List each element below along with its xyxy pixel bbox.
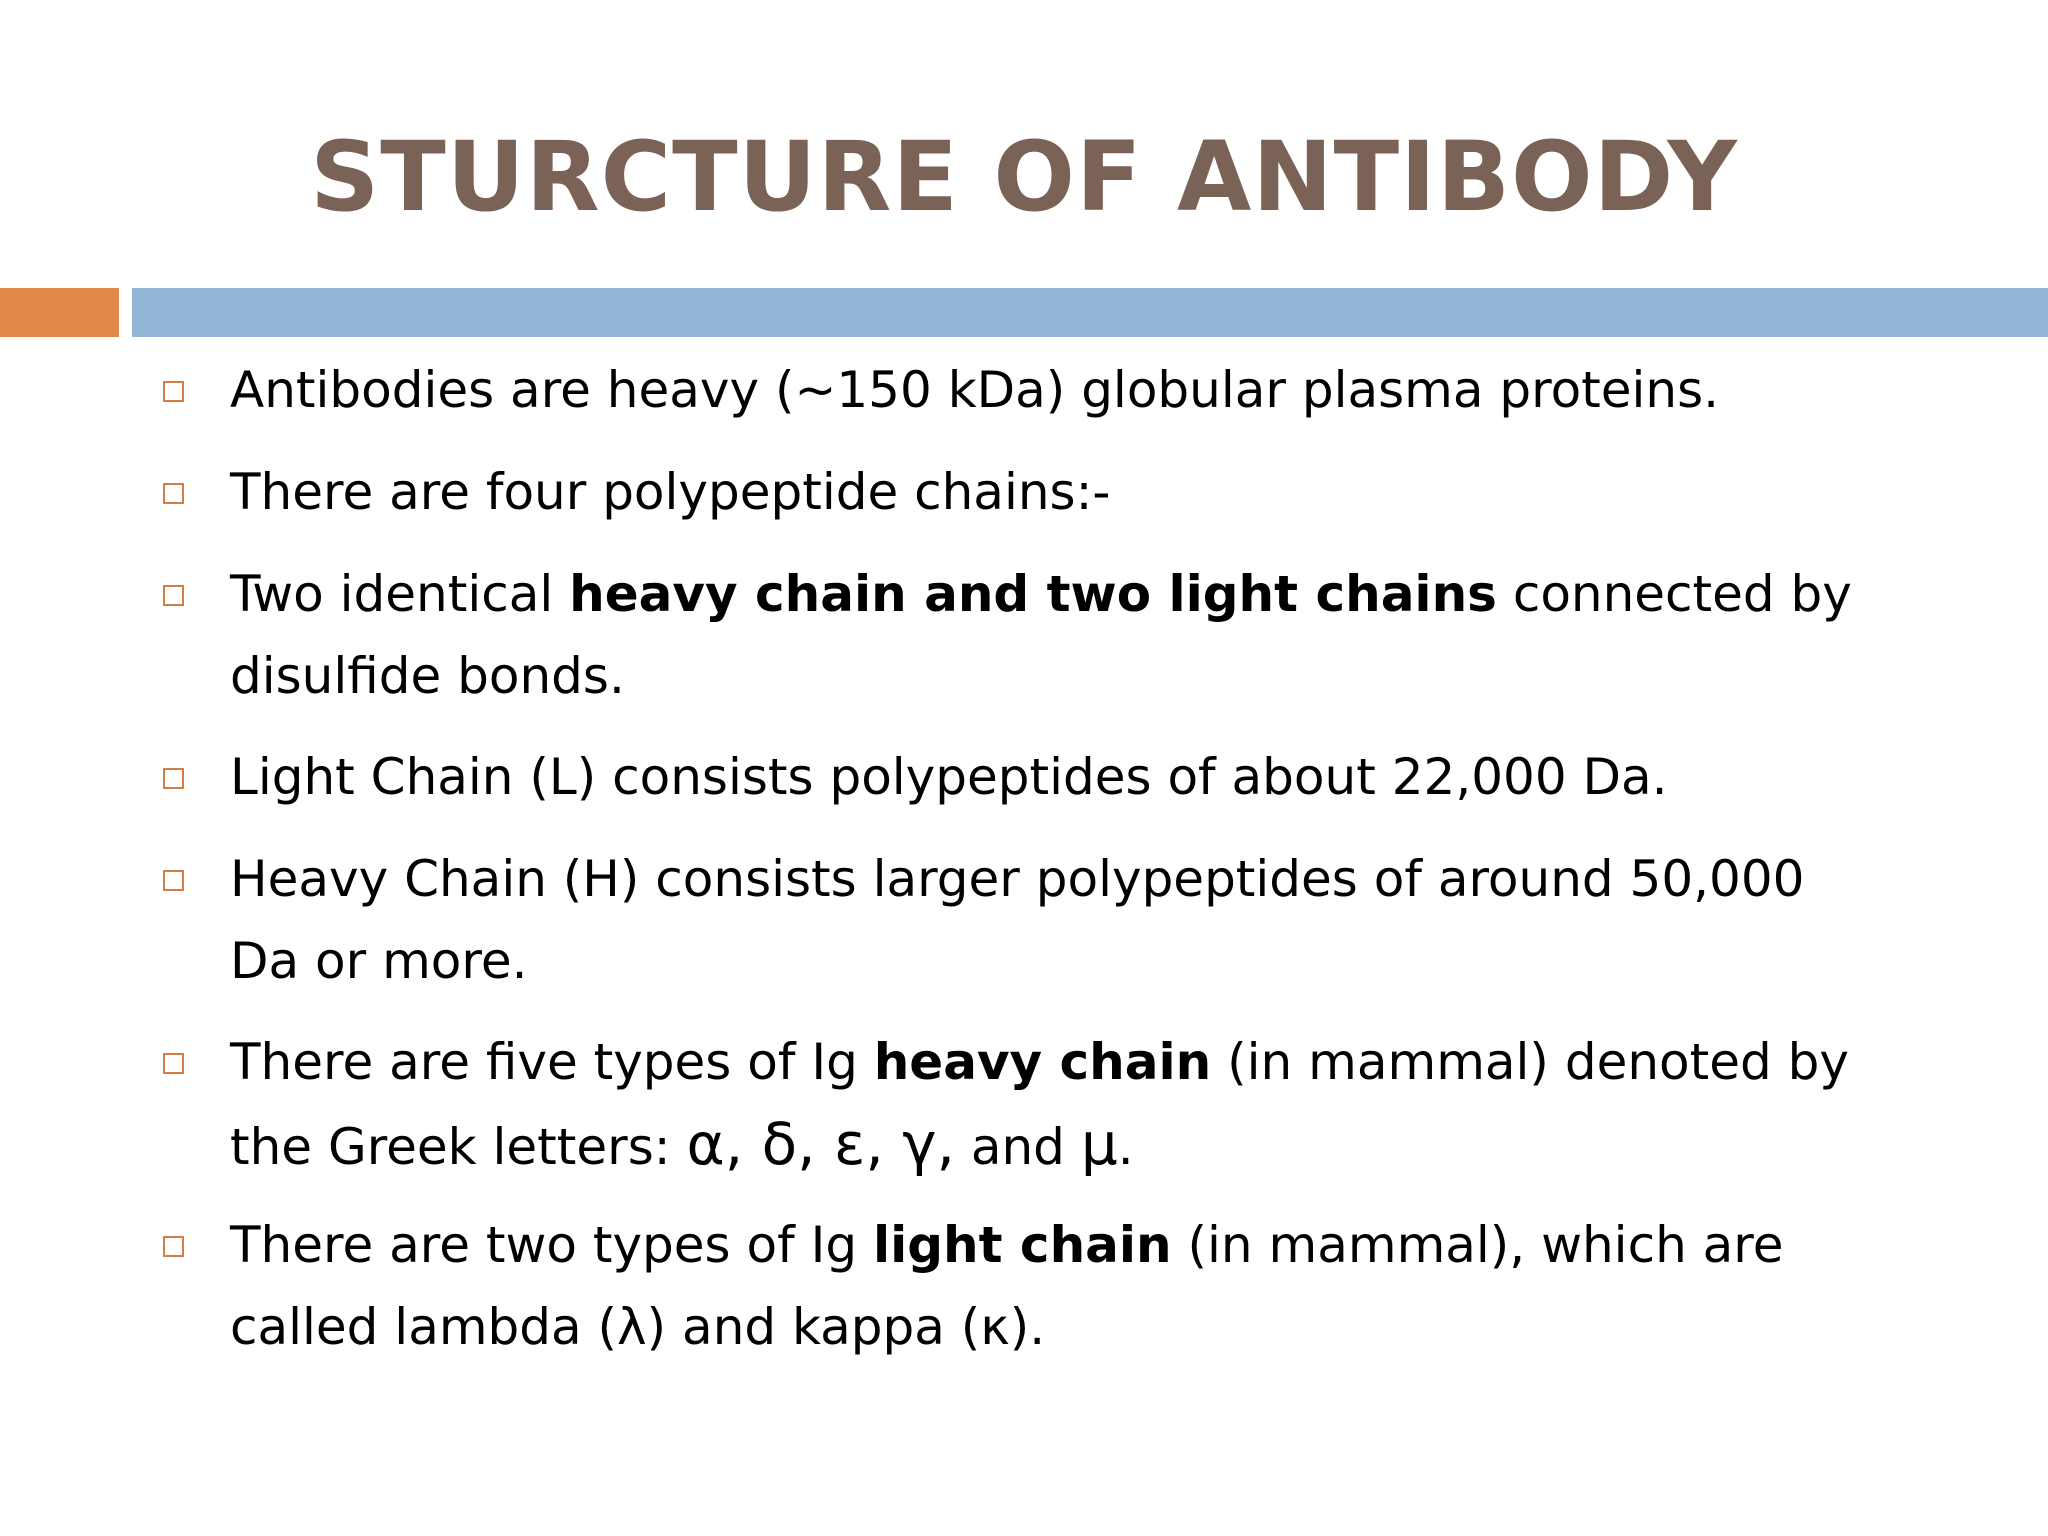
bullet-text-segment: Two identical: [230, 565, 570, 623]
bullet-text-segment: the Greek letters:: [230, 1118, 687, 1176]
square-bullet-icon: [163, 585, 184, 606]
square-bullet-icon: [163, 381, 184, 402]
bullet-text-line-1: Heavy Chain (H) consists larger polypeptides of around 50,000: [230, 850, 1805, 908]
square-bullet-icon: [163, 483, 184, 504]
greek-letter-mu: μ: [1080, 1110, 1118, 1178]
bullet-text-segment: (in mammal), which are: [1171, 1216, 1784, 1274]
square-bullet-icon: [163, 870, 184, 891]
bullet-text-segment: There are two types of Ig: [230, 1216, 873, 1274]
bullet-text-line-2: [230, 1103, 2000, 1188]
bullet-text-line-2: Da or more.: [230, 932, 528, 990]
bullet-text-segment: There are five types of Ig: [230, 1033, 874, 1091]
square-bullet-icon: [163, 1053, 184, 1074]
bullet-item-7: [230, 1204, 2000, 1368]
bullet-item-4: [230, 736, 2000, 818]
bullet-item-3: [230, 553, 2000, 717]
square-bullet-icon: [163, 768, 184, 789]
bullet-text-emphasis: light chain: [872, 1216, 1172, 1274]
greek-letters: α, δ, ε, γ,: [686, 1110, 955, 1178]
bullet-text-line-1: [230, 1204, 2000, 1286]
bullet-text: There are four polypeptide chains:-: [230, 463, 1111, 521]
bullet-text-line-1: [230, 553, 2000, 635]
bullet-item-5: [230, 838, 2000, 1002]
bullet-text-line-1: [230, 1021, 2000, 1103]
bullet-item-6: [230, 1021, 2000, 1188]
bullet-text-segment: connected by: [1496, 565, 1852, 623]
bullet-text-emphasis: heavy chain: [873, 1033, 1212, 1091]
slide-title: STURCTURE OF ANTIBODY: [310, 121, 1738, 233]
bullet-text: Light Chain (L) consists polypeptides of about 22,000 Da.: [230, 748, 1668, 806]
bullet-text-line-2: called lambda (λ) and kappa (κ).: [230, 1298, 1046, 1356]
bullet-item-1: [230, 349, 2000, 431]
square-bullet-icon: [163, 1236, 184, 1257]
bullet-text-segment: and: [954, 1118, 1081, 1176]
bullet-text-line-2: disulfide bonds.: [230, 647, 625, 705]
bullet-text-segment: (in mammal) denoted by: [1211, 1033, 1849, 1091]
bullet-text-segment: .: [1117, 1118, 1134, 1176]
bullet-text: Antibodies are heavy (~150 kDa) globular plasma proteins.: [230, 361, 1720, 419]
bullet-item-2: [230, 451, 2000, 533]
bullet-text-emphasis: heavy chain and two light chains: [569, 565, 1497, 623]
